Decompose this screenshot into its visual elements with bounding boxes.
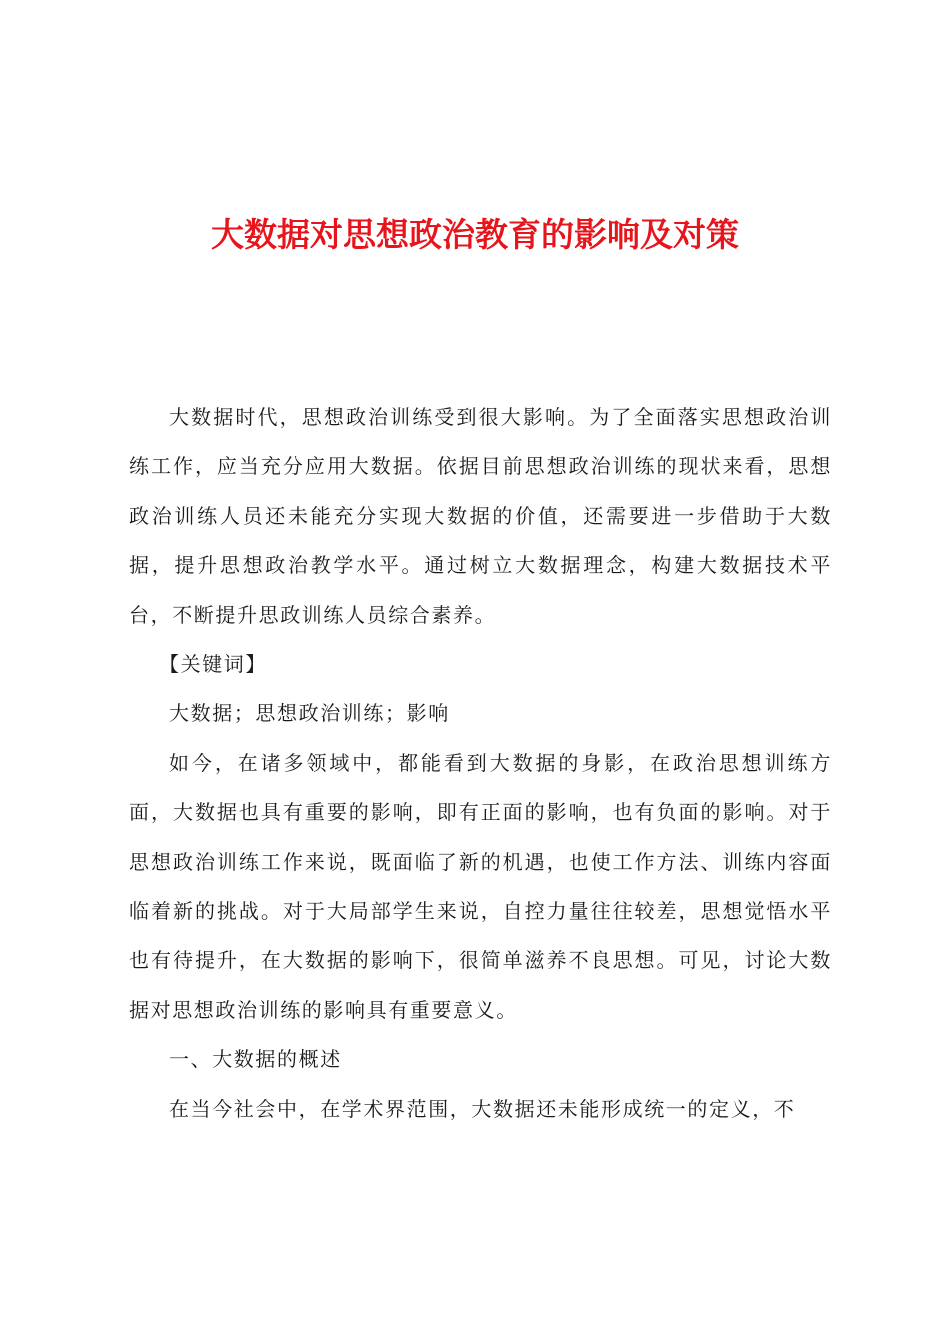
document-title: 大数据对思想政治教育的影响及对策 <box>211 215 739 254</box>
section-paragraph: 在当今社会中，在学术界范围，大数据还未能形成统一的定义，不 <box>169 1096 796 1121</box>
document-body <box>129 393 832 1134</box>
keywords-line: 大数据；思想政治训练；影响 <box>169 701 450 726</box>
abstract-paragraph: 大数据时代，思想政治训练受到很大影响。为了全面落实思想政治训练工作，应当充分应用大数据。依据目前思想政治训练的现状来看，思想政治训练人员还未能充分实现大数据的价值，还需要进一步借助于大数据，提升思想政治教学水平。通过树立大数据理念，构建大数据技术平台，不断提升思政训练人员综合素养。 <box>129 405 832 627</box>
intro-paragraph: 如今，在诸多领域中，都能看到大数据的身影，在政治思想训练方面，大数据也具有重要的影响，即有正面的影响，也有负面的影响。对于思想政治训练工作来说，既面临了新的机遇，也使工作方法、训练内容面临着新的挑战。对于大局部学生来说，自控力量往往较差，思想觉悟水平也有待提升，在大数据的影响下，很简单滋养不良思想。可见，讨论大数据对思想政治训练的影响具有重要意义。 <box>129 750 832 1022</box>
section-heading: 一、大数据的概述 <box>169 1047 342 1072</box>
keywords-label: 【关键词】 <box>159 652 267 677</box>
